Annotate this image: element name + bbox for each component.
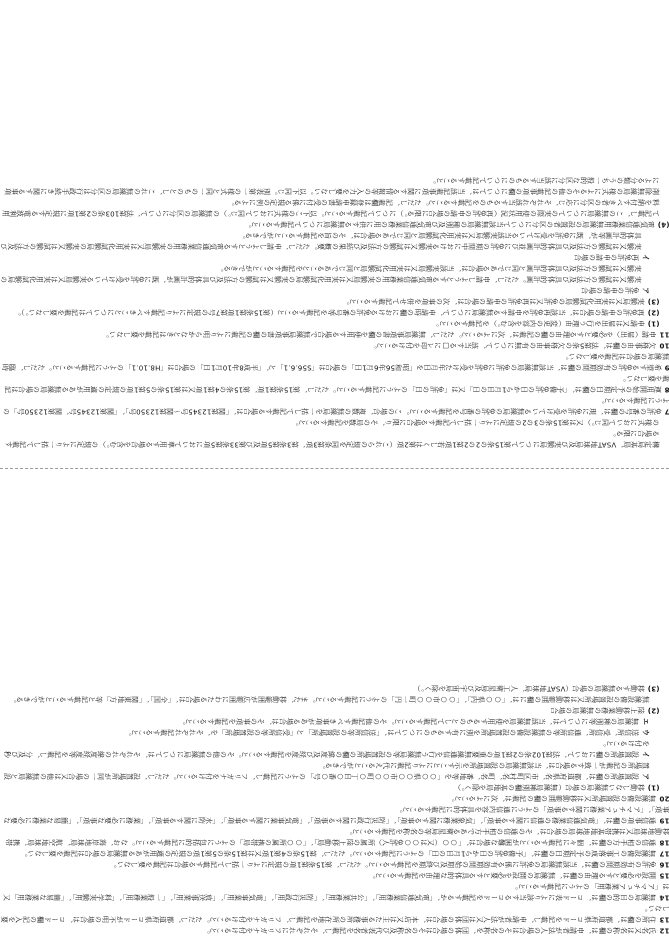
paragraph-number: (3) (647, 684, 660, 693)
paragraph-text: 免許の番号の欄は、現に免許を受けている無線局の免許の番号を記載すること。この場合、複数の無線局を一括して記載する場合は、「関第12345号～関第12350号」、「関第12345号、関第12350号」のように記載すること。 (2, 396, 669, 416)
paragraph-number: 9 (664, 363, 669, 372)
paragraph-text: 開設を必要とする理由の欄は、無線局の開設を必要とする具体的な理由を記載すること。 (368, 871, 657, 880)
paragraph-text: 設置場所の欄は、都道府県名、市区町村名、町名、番地等を「○○県○○市○○町○丁目○番○号」のように記載し、フリガナを付けること。ただし、設置場所が同一の場合又は他の無線局と設置場所の記載が一致する場合は、当該無線局の設置場所を示すことにより記載に代えることができる。 (3, 761, 650, 781)
paragraph-number: (2) (647, 308, 660, 317)
paragraph-text: 通信の相手方の欄は、個々に記載することが困難な場合は、「○○（又は○○免許人）所属の陸上移動局」、「○○所属の携帯局」のように包括的に記載すること。なお、海岸地球局、航空地球局、携帯移動地球局又は携帯基地地球局の場合は、その通信の相手方である衛星局等の名称を記載すること。 (5, 827, 669, 847)
paragraph-number: イ (642, 253, 650, 262)
paragraph-text: 申請又は届出を行う理由（変更の内容を含む。）を記載すること。 (432, 319, 645, 328)
instruction-paragraph (1, 903, 669, 925)
paragraph-text: 通信事項の欄は、「電気通信業務の通信に関する事項」、「気象業務に関する事項」、「防災行政に関する事項」、「電気事業に関する事項」、「水防に関する事項」、「業務に必要な事項」、「簡易な業務に必要な事項」、「アマチュア業務に関する事項」のように通信内容を具体的に記載すること。 (3, 805, 669, 825)
instruction-paragraph (1, 782, 669, 793)
paragraph-text: 免許の有効期間の欄は、当該無線局の免許に係る有効期間の始期及び終期を記載すること。ただし、第15条第1項の規定により一括して記載する場合は記載を要しない。 (109, 860, 657, 869)
instruction-paragraph (1, 263, 669, 285)
paragraph-number: (2) (647, 706, 660, 715)
instruction-paragraph (1, 296, 669, 307)
paragraph-text: 陸上移動業務の無線局の場合 (551, 706, 645, 715)
paragraph-text: 実験又は試験の方法及び具体的計画。ただし、申請しようとする電気通信業務用の実験局又は実用化試験局の実験又は試験の方法及び具体的計画が、既に免許を受けている実験局又は実用化試験局の実験又は試験の方法及び具体的計画と同じである場合は、当該実験局又は実用化試験局と同じであることを記載することができる。 (0, 264, 642, 284)
paragraph-number: エ (642, 717, 650, 726)
instruction-paragraph (1, 318, 669, 329)
paragraph-number: 10 (659, 341, 669, 350)
paragraph-number: 18 (659, 838, 669, 847)
instruction-paragraph (1, 705, 669, 716)
paragraph-text: 設置場所の欄において、法第102条の2第1項の重要無線通信を行う無線局等の設置場所の欄の緯度及び経度を記載すること。その他の無線局については、それぞれの緯度経度等を記載し、分及び秒を付けること。 (4, 739, 650, 759)
paragraph-number: (4) (657, 220, 669, 229)
instruction-paragraph (1, 683, 669, 694)
instruction-paragraph (1, 329, 669, 340)
paragraph-number: 7 (664, 407, 669, 416)
paragraph-number: ア (642, 286, 650, 295)
paragraph-text: 構定局基局、VSAT地球局及び実験局について第15条の2の2第1項若しくは第2項（これらの規定を同条第3項、第3条第5項及び第33条第5項において準用する場合を含む。）の規定により一括して記載する場合に限る。 (5, 429, 660, 449)
paragraph-text: 免許の申請の場合 (581, 286, 640, 295)
bottom-half-page (0, 486, 669, 936)
instruction-paragraph (1, 760, 669, 782)
instruction-paragraph (1, 307, 669, 318)
instruction-paragraph (1, 716, 669, 727)
paragraph-text: 移動しない無線局の場合（無線局種別欄の基地局を除く。） (453, 783, 645, 792)
paragraph-number: 20 (659, 794, 669, 803)
paragraph-number: ウ (642, 728, 650, 737)
paragraph-number: 17 (659, 849, 669, 858)
rotated-text-block-top (1, 0, 669, 450)
instruction-paragraph (1, 694, 669, 705)
instruction-paragraph (1, 219, 669, 230)
paragraph-number: 14 (659, 893, 669, 902)
paragraph-text: 再免許の申請の場合は、当該再免許を申請する無線局について、申請時の欄における免許の番号等を記載すること（第15条第1項第7号の規定により記載すべきことについては記載を要しない。）。 (13, 308, 645, 317)
paragraph-number: ア (642, 772, 650, 781)
paragraph-text: 無線設備の設置場所又は移動範囲の欄には、「○○県内」、「○○市○○町一円」のように記載すること。また、移動範囲が広範囲にわたる場合は、「全国」、「関東地方」等と記載することができる。 (9, 695, 650, 704)
paragraph-text: 氏名又は名称の欄は、申請者が法人の場合はその名称を、団体の場合はその名称及び代表者名を記載し、それぞれにフリガナを付けること。 (202, 926, 657, 935)
paragraph-text: 希望する免許の有効期間の欄は、当該無線局の免許に免許を受けた年月日を「昭和56年6月1日」の場合は「S56.6.1」と、「平成8年10月1日」の場合は「H8.10.1」のように記載すること。ただし、臨時無線局の場合は記載を要しない。 (1, 352, 669, 372)
rotated-text-block-bottom (1, 486, 669, 936)
instruction-paragraph (1, 197, 669, 219)
paragraph-number: 12 (659, 926, 669, 935)
instruction-paragraph (1, 428, 669, 450)
paragraph-number: 8 (664, 385, 669, 394)
instruction-paragraph (1, 859, 669, 870)
instruction-paragraph (1, 804, 669, 826)
instruction-paragraph (1, 230, 669, 252)
instruction-paragraph (1, 727, 669, 738)
paragraph-text: 申請（届出）を必要とする理由の欄の記載は、次によること。ただし、無線局事項書の欄を使用する場合で無線局事項書の欄の記載により明らかなときは記載を要しない。 (101, 330, 657, 339)
paragraph-number: 11 (659, 330, 669, 339)
paragraph-text: 無線局の種別等については、当該無線局を使用するものとして記載すること。その他記載すべき事項がある場合は、その事項を記載すること。 (178, 717, 640, 726)
instruction-paragraph (1, 738, 669, 760)
paragraph-number: 16 (659, 860, 669, 869)
instruction-paragraph (1, 373, 669, 395)
paragraph-number: (1) (647, 319, 660, 328)
paragraph-text: 無線局の目的の欄は、コード表により該当するコードを記載するか、「電気通信業務用」、「公共業務用」、「防災行政用」、「電気事業用」、「放送事業用」、「一般業務用」、「科学実験用」、「簡易な業務用」又は「アマチュア業務用」のように記載すること。 (3, 882, 669, 902)
paragraph-text: 運用開始の予定期日の欄は、「予備免許の日から1月目の日」又は「免許の日」のように記載すること。ただし、第15条第1項、第15条の4第1項又は第15条の5第1項の規定の適用がある無線局の場合は記載を要しない。 (4, 374, 669, 394)
instruction-paragraph (1, 175, 669, 197)
instruction-paragraph (1, 870, 669, 881)
instruction-paragraph (1, 826, 669, 848)
paragraph-number: 19 (659, 816, 669, 825)
paragraph-number: 13 (659, 915, 669, 924)
paragraph-text: 削除無線局の様式によるその他の記載事項の欄については、当該記載事項に関する情報等の入力を要しない。以下同じ。別表第一の様式と同一のものとし、これの無線局の区分は行政手続きに関する事項による分類のうち一般的な区分に該当するものについて記載すること。 (4, 176, 660, 196)
paragraph-text: の様式において同じ。）又は第15条の3の2の規定により一括して記載する場合に限り、その局数を記載すること。 (291, 418, 660, 427)
paragraph-text: て記載し、この無線局についての実際の使用状況（再免許の申請の場合に限る。）について記載すること。以下この様式において同じ。）の無線局の区分について、法第103条の2第1項に規定する電波利用料を納付すべき者の区分に応じ、それぞれ該当するものを記載すること。ただし、記載欄は登録申請書の受付に係る規定の例による。 (2, 198, 660, 218)
paragraph-text: 実験局又は実用化試験局の免許又は再免許の申請の場合は、次の事項を併せて記載すること。 (342, 297, 645, 306)
top-half-page (0, 0, 669, 450)
paragraph-number: (3) (647, 297, 660, 306)
paragraph-text: 電気通信業務用無線局の設置者の区分について当該無線局の種別及び電気通信業務の用に供する無線局について記載すること。 (244, 220, 655, 229)
instruction-paragraph (1, 925, 669, 936)
paragraph-number: 15 (659, 871, 669, 880)
instruction-paragraph (1, 252, 669, 263)
paragraph-text: 移動する無線局の場合（VSAT地球局、人工衛星局及び宇宙局を除く。） (413, 684, 645, 693)
instruction-paragraph (1, 417, 669, 428)
paragraph-text: 無線設備の設置場所又は移動範囲の欄の記載は、次によること。 (447, 794, 657, 803)
instruction-paragraph (1, 351, 669, 373)
page-divider (0, 468, 669, 469)
instruction-paragraph (1, 285, 669, 296)
instruction-paragraph (1, 848, 669, 859)
paragraph-number: イ (642, 750, 650, 759)
paragraph-text: 無線設備の工事落成の予定期日の欄は、「予備免許の日から1月目の日」のように記載すること。ただし、第15条の4第1項又は第15条の5第1項の規定の適用がある無線局の場合は記載を要しない。 (20, 849, 657, 858)
paragraph-text: 実験又は試験の方法及び具体的計画並びに免許の期間中における実験又は試験の方法及び結果の概要。ただし、申請しようとする電気通信業務用の実験局又は実用化試験局の実験又は試験の方法及び具体的計画等が、既に免許を受けている当該実験局又は実用化試験局と同じである場合は、その旨を記載することができる。 (0, 231, 642, 251)
paragraph-text: 欠格事由の欄は、法第5条の欠格事由の有無について、該当する□にレ印を付けること。 (369, 341, 657, 350)
paragraph-text: 送信所、受信所、通信所等の無線設備の設置場所を別に有するものについては、「送信所等の設置場所」と「受信所等の設置場所」を、それぞれ記載すること。 (124, 728, 640, 737)
instruction-paragraph (1, 340, 669, 351)
paragraph-text: 再免許の申請の場合 (574, 253, 640, 262)
paragraph-number: (1) (647, 783, 660, 792)
instruction-paragraph (1, 881, 669, 903)
instruction-paragraph (1, 793, 669, 804)
paragraph-text: 住所の欄は、都道府県コードを記載し、申請者が法人又は団体の場合は、本店又は主たる事務所の所在地を記載し、フリガナを付けること。ただし、都道府県コードが不明の場合は、コード欄の記入を要しない。 (1, 904, 669, 924)
instruction-paragraph (1, 395, 669, 417)
